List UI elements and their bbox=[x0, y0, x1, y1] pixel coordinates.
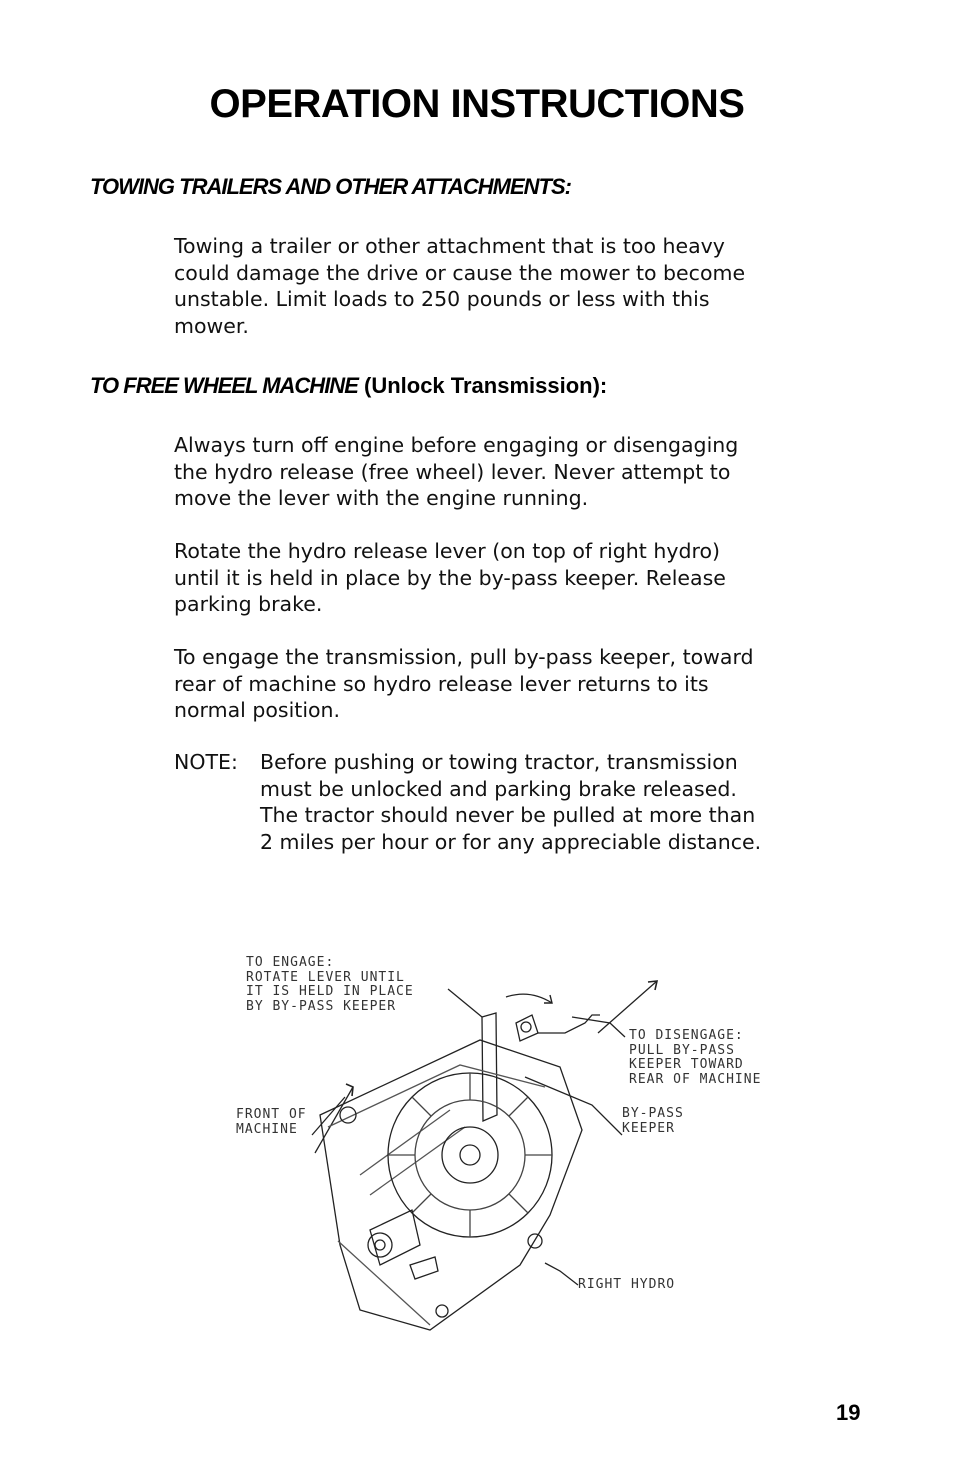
keeper-block bbox=[516, 1015, 538, 1041]
free-wheel-paragraph-3: To engage the transmission, pull by-pass keeper, toward rear of machine so hydro release lever returns to its normal position. bbox=[174, 645, 754, 722]
towing-heading: TOWING TRAILERS AND OTHER ATTACHMENTS: bbox=[90, 174, 571, 199]
front-of-machine-callout: FRONT OF MACHINE bbox=[236, 1107, 307, 1137]
rotation-arc-arrow bbox=[506, 994, 552, 1003]
page-number: 19 bbox=[836, 1400, 861, 1425]
note-label: NOTE: bbox=[174, 750, 238, 774]
right-hydro-leader-line bbox=[545, 1263, 578, 1285]
free-wheel-heading bbox=[90, 373, 607, 399]
pulley bbox=[442, 1127, 498, 1183]
engage-leader-line bbox=[448, 989, 482, 1017]
right-hydro-callout: RIGHT HYDRO bbox=[578, 1277, 676, 1292]
page-title: OPERATION INSTRUCTIONS bbox=[209, 82, 745, 126]
hydro-release-figure bbox=[220, 945, 810, 1345]
towing-paragraph: Towing a trailer or other attachment that is too heavy could damage the drive or cause the mower to become unstable. Limit loads to 250 pounds or less with this mower. bbox=[174, 234, 746, 338]
to-engage-callout: TO ENGAGE: ROTATE LEVER UNTIL IT IS HELD IN PLACE BY BY-PASS KEEPER bbox=[246, 955, 414, 1014]
disengage-direction-arrow bbox=[598, 981, 657, 1033]
by-pass-keeper-rod bbox=[538, 1015, 600, 1033]
release-lever bbox=[482, 1013, 497, 1121]
free-wheel-heading-suffix: (Unlock Transmission): bbox=[357, 373, 608, 398]
free-wheel-paragraph-1: Always turn off engine before engaging or disengaging the hydro release (free wheel) lever. Never attempt to move the lever with the engine running. bbox=[174, 433, 739, 510]
to-disengage-callout: TO DISENGAGE: PULL BY-PASS KEEPER TOWARD REAR OF MACHINE bbox=[629, 1028, 762, 1087]
free-wheel-heading-italic: TO FREE WHEEL MACHINE bbox=[90, 373, 358, 398]
by-pass-keeper-callout: BY-PASS KEEPER bbox=[622, 1106, 684, 1136]
note-text: Before pushing or towing tractor, transmission must be unlocked and parking brake released. The tractor should never be pulled at more than 2 miles per hour or for any appreciable distance. bbox=[260, 750, 762, 854]
hydro-housing bbox=[320, 1040, 582, 1330]
pulley-nut bbox=[460, 1145, 480, 1165]
free-wheel-paragraph-2: Rotate the hydro release lever (on top of right hydro) until it is held in place by the by-pass keeper. Release parking brake. bbox=[174, 539, 726, 616]
disengage-leader-line bbox=[572, 1017, 625, 1037]
